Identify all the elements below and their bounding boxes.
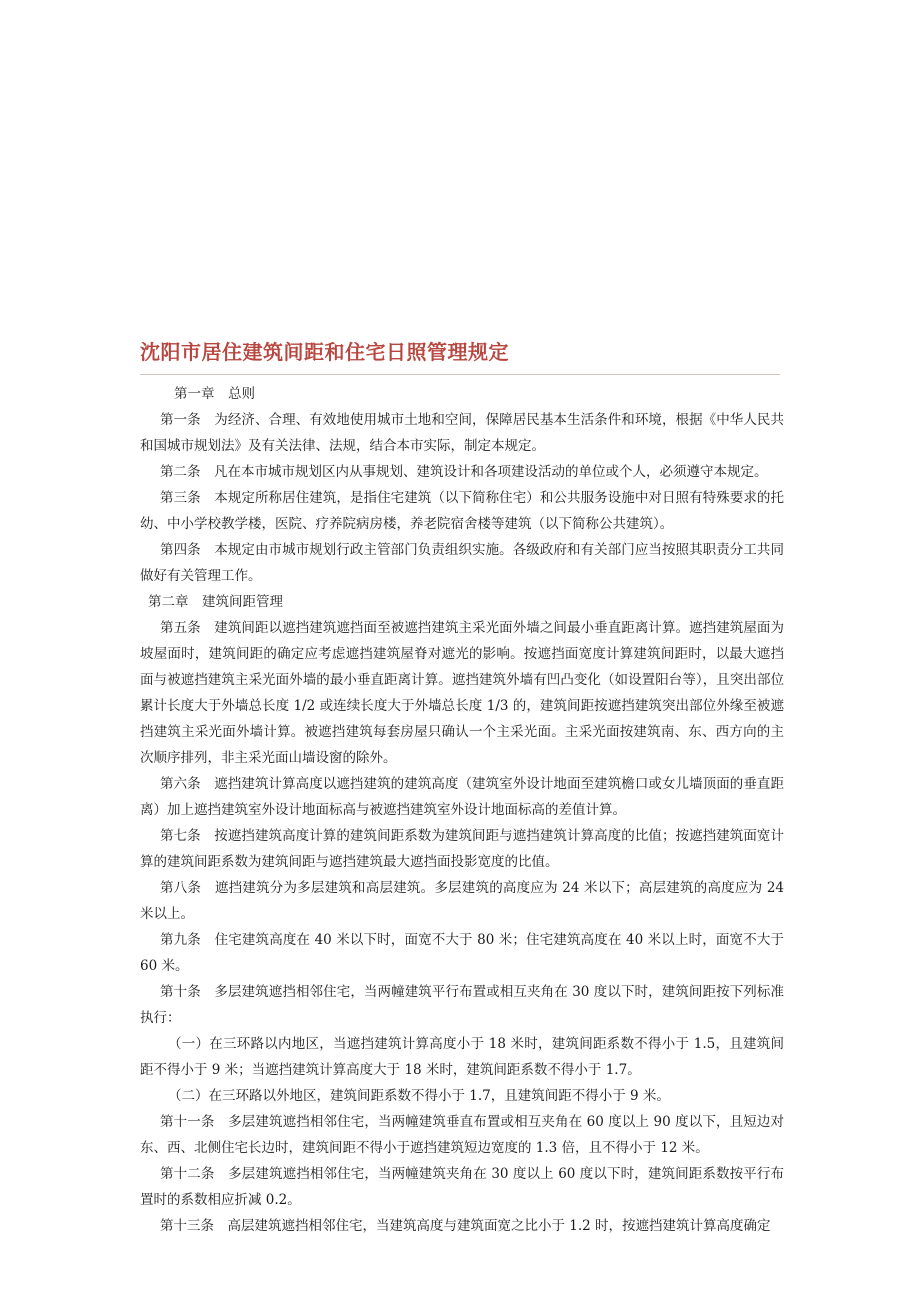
article-paragraph: 第七条 按遮挡建筑高度计算的建筑间距系数为建筑间距与遮挡建筑计算高度的比值；按遮挡建筑面宽计算的建筑间距系数为建筑间距与遮挡建筑最大遮挡面投影宽度的比值。 bbox=[140, 828, 784, 870]
chapter-heading: 第二章 建筑间距管理 bbox=[148, 594, 283, 610]
document-page bbox=[140, 336, 784, 1239]
document-title: 沈阳市居住建筑间距和住宅日照管理规定 bbox=[140, 340, 509, 364]
sub-clause: （一）在三环路以内地区，当遮挡建筑计算高度小于 18 米时，建筑间距系数不得小于 1.5，且建筑间距不得小于 9 米；当遮挡建筑计算高度大于 18 米时，建筑间距系数不得小于 1.7。 bbox=[140, 1036, 784, 1078]
chapter-heading: 第一章 总则 bbox=[174, 386, 255, 402]
article-paragraph: 第二条 凡在本市城市规划区内从事规划、建筑设计和各项建设活动的单位或个人，必须遵守本规定。 bbox=[160, 464, 768, 480]
article-paragraph: 第三条 本规定所称居住建筑，是指住宅建筑（以下简称住宅）和公共服务设施中对日照有特殊要求的托幼、中小学校教学楼，医院、疗养院病房楼，养老院宿舍楼等建筑（以下简称公共建筑）。 bbox=[140, 490, 784, 532]
article-paragraph: 第九条 住宅建筑高度在 40 米以下时，面宽不大于 80 米；住宅建筑高度在 40 米以上时，面宽不大于 60 米。 bbox=[140, 932, 784, 974]
article-paragraph: 第八条 遮挡建筑分为多层建筑和高层建筑。多层建筑的高度应为 24 米以下；高层建筑的高度应为 24 米以上。 bbox=[140, 880, 784, 922]
article-paragraph: 第六条 遮挡建筑计算高度以遮挡建筑的建筑高度（建筑室外设计地面至建筑檐口或女儿墙顶面的垂直距离）加上遮挡建筑室外设计地面标高与被遮挡建筑室外设计地面标高的差值计算。 bbox=[140, 776, 784, 818]
article-paragraph: 第十条 多层建筑遮挡相邻住宅，当两幢建筑平行布置或相互夹角在 30 度以下时，建筑间距按下列标准执行： bbox=[140, 984, 784, 1026]
article-paragraph: 第十二条 多层建筑遮挡相邻住宅，当两幢建筑夹角在 30 度以上 60 度以下时，建筑间距系数按平行布置时的系数相应折减 0.2。 bbox=[140, 1166, 784, 1208]
article-paragraph: 第四条 本规定由市城市规划行政主管部门负责组织实施。各级政府和有关部门应当按照其职责分工共同做好有关管理工作。 bbox=[140, 542, 784, 584]
document-body bbox=[140, 381, 784, 1239]
article-paragraph: 第五条 建筑间距以遮挡建筑遮挡面至被遮挡建筑主采光面外墙之间最小垂直距离计算。遮挡建筑屋面为坡屋面时，建筑间距的确定应考虑遮挡建筑屋脊对遮光的影响。按遮挡面宽度计算建筑间距时，以最大遮挡面与被遮挡建筑主采光面外墙的最小垂直距离计算。遮挡建筑外墙有凹凸变化（如设置阳台等），且突出部位累计长度大于外墙总长度 1/2 或连续长度大于外墙总长度 1/3 的，建筑间距按遮挡建筑突出部位外缘至被遮挡建筑主采光面外墙计算。被遮挡建筑每套房屋只确认一个主采光面。主采光面按建筑南、东、西方向的主次顺序排列，非主采光面山墙设窗的除外。 bbox=[140, 620, 784, 766]
title-divider bbox=[140, 374, 780, 375]
article-paragraph: 第十三条 高层建筑遮挡相邻住宅，当建筑高度与建筑面宽之比小于 1.2 时，按遮挡建筑计算高度确定 bbox=[160, 1218, 771, 1234]
sub-clause: （二）在三环路以外地区，建筑间距系数不得小于 1.7，且建筑间距不得小于 9 米。 bbox=[168, 1088, 670, 1104]
article-paragraph: 第十一条 多层建筑遮挡相邻住宅，当两幢建筑垂直布置或相互夹角在 60 度以上 90 度以下，且短边对东、西、北侧住宅长边时，建筑间距不得小于遮挡建筑短边宽度的 1.3 倍，且不得小于 12 米。 bbox=[140, 1114, 784, 1156]
article-paragraph: 第一条 为经济、合理、有效地使用城市土地和空间，保障居民基本生活条件和环境，根据《中华人民共和国城市规划法》及有关法律、法规，结合本市实际，制定本规定。 bbox=[140, 412, 784, 454]
